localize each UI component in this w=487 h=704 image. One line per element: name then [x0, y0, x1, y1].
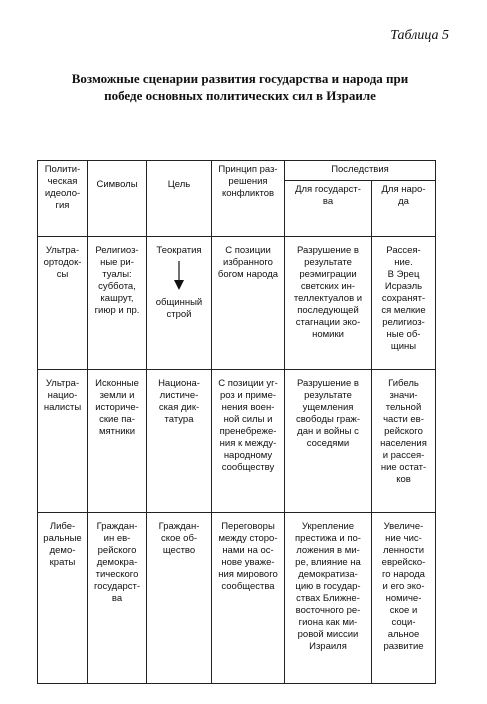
header-principle: Принцип раз- решения конфликтов [212, 161, 285, 237]
goal-cell [147, 237, 212, 370]
table-row [38, 237, 436, 370]
header-ideology: Полити- ческая идеоло- гия [38, 161, 88, 237]
symbols-cell: Религиоз- ные ри- туалы: суббота, кашрут, гиюр и пр. [88, 237, 147, 370]
scenarios-table [37, 160, 436, 684]
for-people-cell: Рассея- ние. В Эрец Исраэль сохранят- ся мелкие религиоз- ные об- щины [372, 237, 436, 370]
header-consequences: Последствия [285, 161, 436, 181]
goal-top-text: Теократия [156, 245, 202, 256]
ideology-cell: Либе- ральные демо- краты [38, 513, 88, 684]
symbols-cell: Исконные земли и историче- ские па- мятники [88, 370, 147, 513]
table-title: Возможные сценарии развития государства и народа при победе основных политических сил в Израиле [71, 71, 409, 103]
principle-cell: Переговоры между сторо- нами на ос- нове уваже- ния мирового сообщества [212, 513, 285, 684]
for-people-cell: Увеличе- ние чис- ленности еврейско- го народа и его эко- номиче- ское и соци- альное развитие [372, 513, 436, 684]
table-row [38, 513, 436, 684]
goal-cell: Граждан- ское об- щество [147, 513, 212, 684]
for-people-cell: Гибель значи- тельной части ев- рейского населения и рассея- ние остат- ков [372, 370, 436, 513]
header-for-people: Для наро- да [372, 181, 436, 237]
table-number: Таблица 5 [390, 28, 449, 43]
goal-cell: Национа- листиче- ская дик- татура [147, 370, 212, 513]
for-state-cell: Разрушение в результате ущемления свободы граж- дан и войны с соседями [285, 370, 372, 513]
table-row [38, 370, 436, 513]
goal-bottom-text: общинный строй [155, 297, 203, 320]
arrow-down-icon [173, 261, 185, 291]
header-symbols: Символы [88, 161, 147, 237]
principle-cell: С позиции уг- роз и приме- нения воен- ной силы и пренебреже- ния к между- народному сообществу [212, 370, 285, 513]
header-goal: Цель [147, 161, 212, 237]
for-state-cell: Укрепление престижа и по- ложения в ми- ре, влияние на демократиза- цию в государ- ствах Ближне- восточного ре- гиона как ми- ровой миссии Израиля [285, 513, 372, 684]
ideology-cell: Ультра- нацио- налисты [38, 370, 88, 513]
symbols-cell: Граждан- ин ев- рейского демокра- тического государст- ва [88, 513, 147, 684]
header-for-state: Для государст- ва [285, 181, 372, 237]
header-row [38, 161, 436, 181]
principle-cell: С позиции избранного богом народа [212, 237, 285, 370]
ideology-cell: Ультра- ортодок- сы [38, 237, 88, 370]
for-state-cell: Разрушение в результате реэмиграции светских ин- теллектуалов и последующей стагнации эко- номики [285, 237, 372, 370]
